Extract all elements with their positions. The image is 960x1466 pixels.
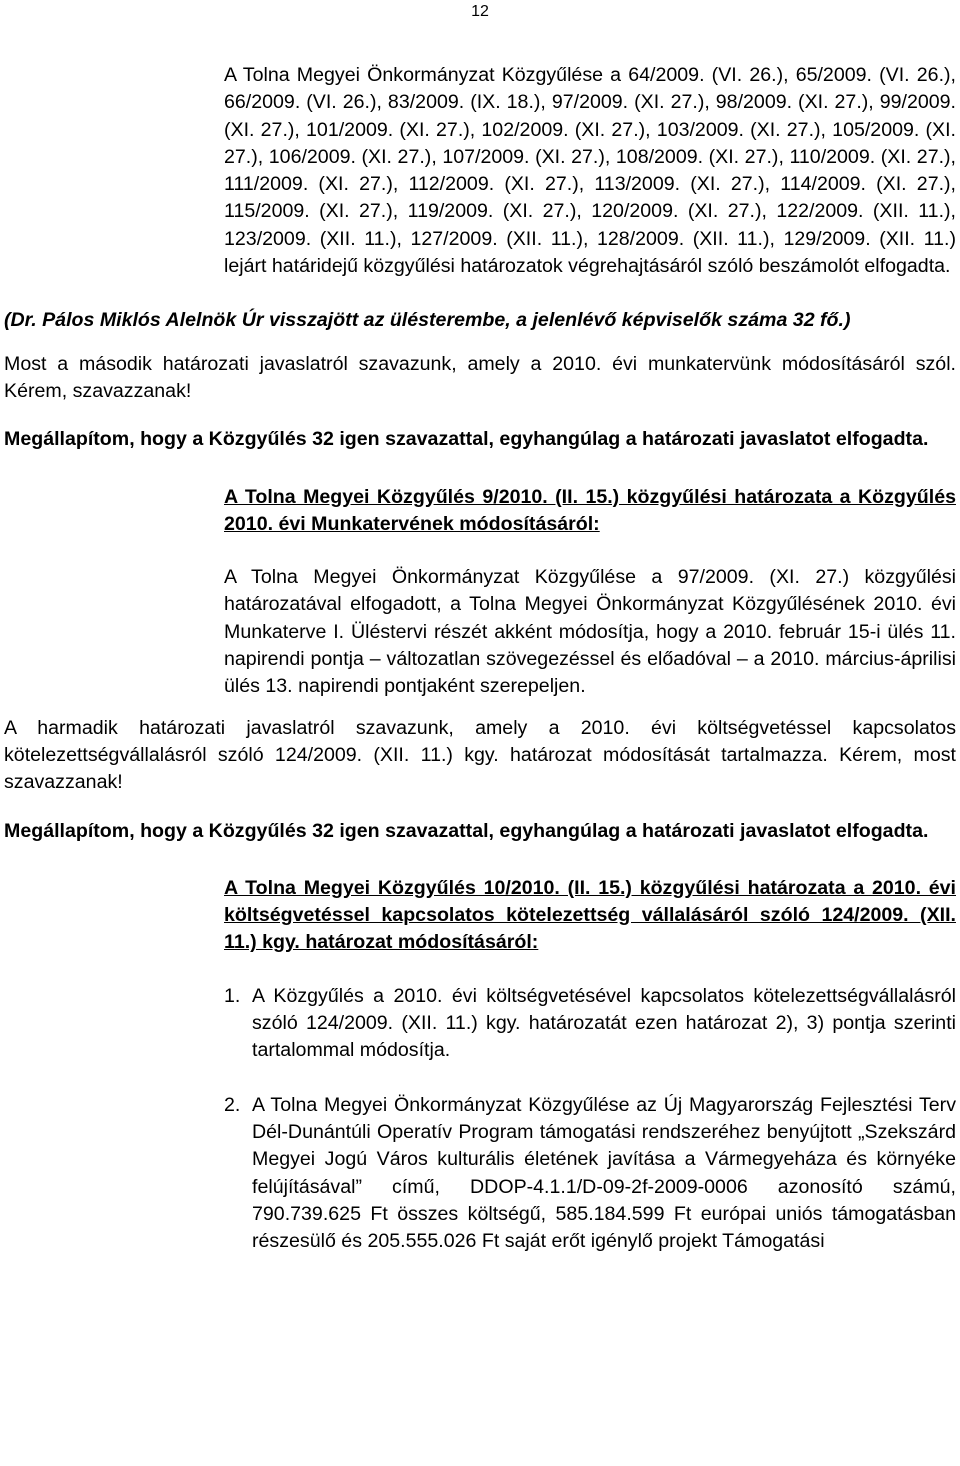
resolution-title-9-2010: A Tolna Megyei Közgyűlés 9/2010. (II. 15.) közgyűlési határozata a Közgyűlés 2010. évi Munkatervének módosításáról: xyxy=(224,485,956,535)
paragraph-beszamolo: A Tolna Megyei Önkormányzat Közgyűlése a 64/2009. (VI. 26.), 65/2009. (VI. 26.), 66/2009. (VI. 26.), 83/2009. (IX. 18.), 97/2009. (XI. 27.), 98/2009. (XI. 27.), 99/2009. (XI. 27.), 101/2009. (XI. 27.), 102/2009. (XI. 27.), 103/2009. (XI. 27.), 105/2009. (XI. 27.), 106/2009. (XI. 27.), 107/2009. (XI. 27.), 108/2009. (XI. 27.), 110/2009. (XI. 27.), 111/2009. (XI. 27.), 112/2009. (XI. 27.), 113/2009. (XI. 27.), 114/2009. (XI. 27.), 115/2009. (XI. 27.), 119/2009. (XI. 27.), 120/2009. (XI. 27.), 122/2009. (XII. 11.), 123/2009. (XII. 11.), 127/2009. (XII. 11.), 128/2009. (XII. 11.), 129/2009. (XII. 11.) lejárt határidejű közgyűlési határozatok végrehajtásáról szóló beszámolót elfogadta. xyxy=(224,64,956,278)
list-item-number: 2. xyxy=(224,1093,241,1116)
paragraph-vote-result-2: Megállapítom, hogy a Közgyűlés 32 igen szavazattal, egyhangúlag a határozati javaslatot elfogadta. xyxy=(4,819,929,842)
paragraph-third-proposal: A harmadik határozati javaslatról szavazunk, amely a 2010. évi költségvetéssel kapcsolatos kötelezettségvállalásról szóló 124/2009. (XII. 11.) kgy. határozat módosítását tartalmazza. Kérem, most szavazzanak! xyxy=(4,716,956,794)
document-body xyxy=(0,62,960,1255)
paragraph-note-alelnok: (Dr. Pálos Miklós Alelnök Úr visszajött az ülésterembe, a jelenlévő képviselők száma 32 fő.) xyxy=(4,309,851,332)
resolution-points-list xyxy=(0,983,960,1256)
list-item xyxy=(224,1092,956,1256)
resolution-title-10-2010: A Tolna Megyei Közgyűlés 10/2010. (II. 15.) közgyűlési határozata a 2010. évi költségvetéssel kapcsolatos kötelezettség vállalásáról szóló 124/2009. (XII. 11.) kgy. határozat módosításáról: xyxy=(224,876,956,954)
paragraph-vote-result-1: Megállapítom, hogy a Közgyűlés 32 igen szavazattal, egyhangúlag a határozati javaslatot elfogadta. xyxy=(4,428,929,451)
paragraph-second-proposal: Most a második határozati javaslatról szavazunk, amely a 2010. évi munkatervünk módosításáról szól. Kérem, szavazzanak! xyxy=(4,352,956,402)
page-number: 12 xyxy=(471,3,489,20)
list-item-number: 1. xyxy=(224,984,241,1007)
list-item-text: A Tolna Megyei Önkormányzat Közgyűlése az Új Magyarország Fejlesztési Terv Dél-Dunántúli Operatív Program támogatási rendszeréhez benyújtott „Szekszárd Megyei Jogú Város kulturális életének javítása a Vármegyeháza és környéke felújításával” című, DDOP-4.1.1/D-09-2f-2009-0006 azonosító számú, 790.739.625 Ft összes költségű, 585.184.599 Ft európai uniós támogatásban részesülő és 205.555.026 Ft saját erőt igénylő projekt Támogatási xyxy=(252,1093,956,1253)
list-item-text: A Közgyűlés a 2010. évi költségvetésével kapcsolatos kötelezettségvállalásról szóló 124/2009. (XII. 11.) kgy. határozatát ezen határozat 2), 3) pontja szerinti tartalommal módosítja. xyxy=(252,984,956,1062)
resolution-text-9-2010: A Tolna Megyei Önkormányzat Közgyűlése a 97/2009. (XI. 27.) közgyűlési határozatával elfogadott, a Tolna Megyei Önkormányzat Közgyűlésének 2010. évi Munkaterve I. Üléstervi részét akként módosítja, hogy a 2010. február 15-i ülés 11. napirendi pontja – változatlan szövegezéssel és előadóval – a 2010. március-áprilisi ülés 13. napirendi pontjaként szerepeljen. xyxy=(224,566,956,698)
list-item xyxy=(224,983,956,1065)
